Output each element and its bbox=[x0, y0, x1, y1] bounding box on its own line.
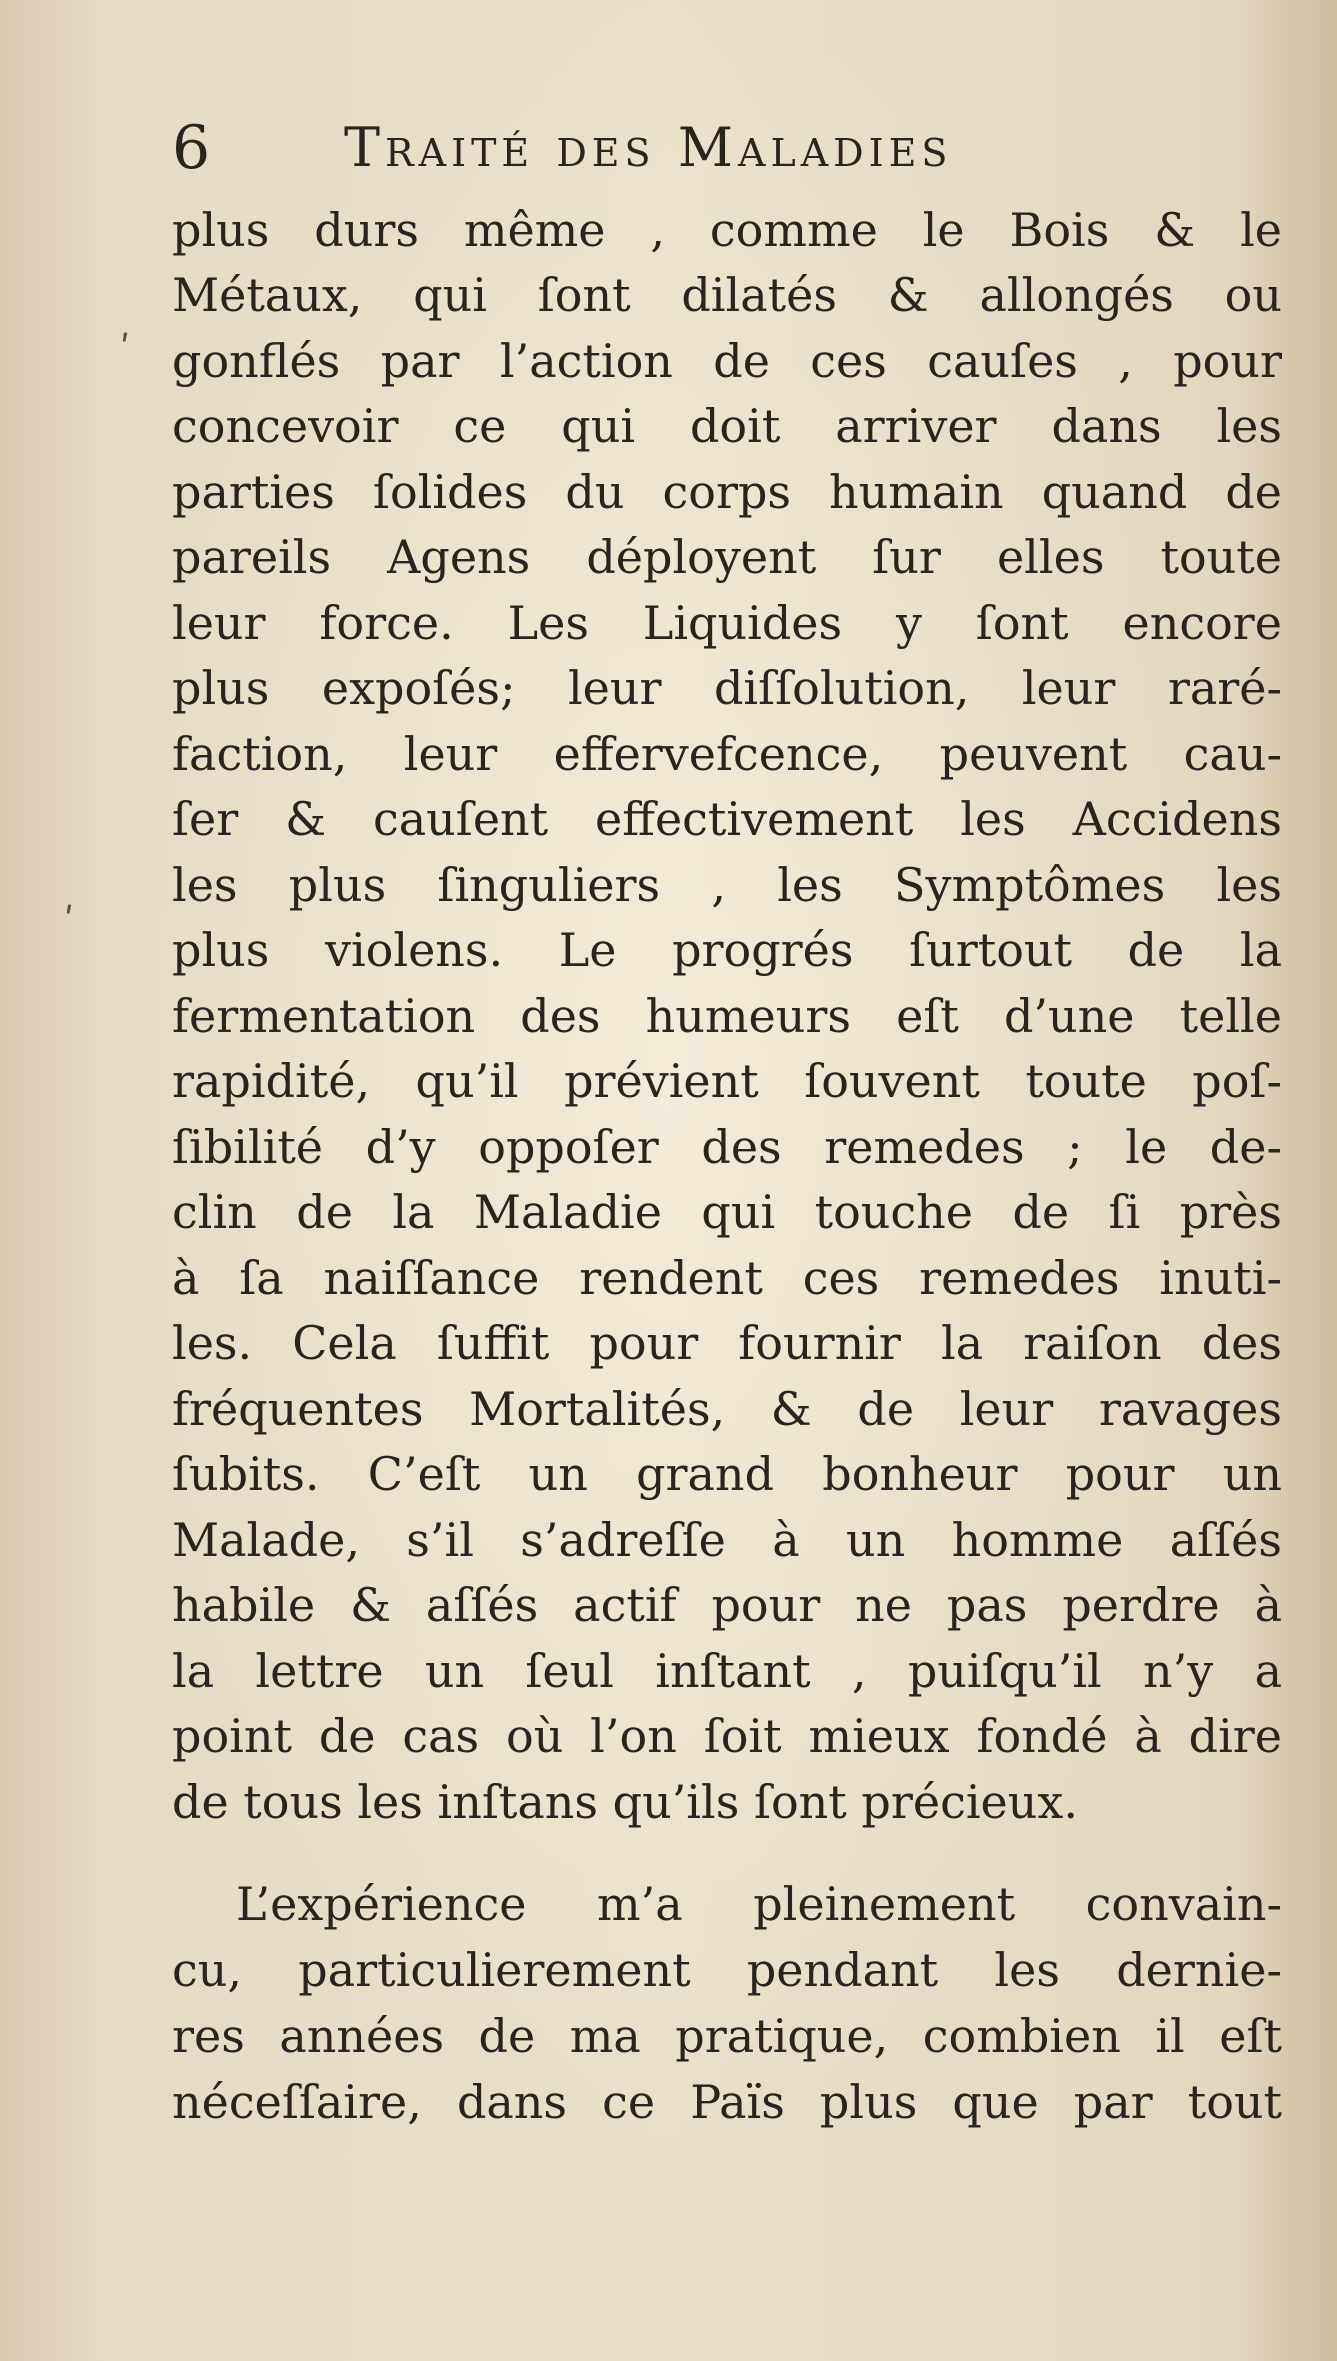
text-line: néceſſaire, dans ce Païs plus que par tout bbox=[172, 2075, 1282, 2129]
text-line: les plus ſinguliers , les Symptômes les bbox=[172, 858, 1282, 912]
text-line: clin de la Maladie qui touche de ſi près bbox=[172, 1185, 1282, 1239]
text-line: à ſa naiſſance rendent ces remedes inuti- bbox=[172, 1251, 1282, 1305]
text-line: ſibilité d’y oppoſer des remedes ; le de- bbox=[172, 1120, 1282, 1174]
text-line: faction, leur effervefcence, peuvent cau- bbox=[172, 727, 1282, 781]
text-line: parties ſolides du corps humain quand de bbox=[172, 465, 1282, 519]
text-line: point de cas où l’on ſoit mieux fondé à dire bbox=[172, 1709, 1282, 1763]
text-line: rapidité, qu’il prévient ſouvent toute poſ- bbox=[172, 1054, 1282, 1108]
text-line: L’expérience m’a pleinement convain- bbox=[236, 1877, 1282, 1931]
page-header bbox=[172, 108, 1172, 188]
text-line: Malade, s’il s’adreſſe à un homme aſſés bbox=[172, 1513, 1282, 1567]
page-number: 6 bbox=[172, 113, 211, 183]
text-line: habile & aſſés actif pour ne pas perdre à bbox=[172, 1578, 1282, 1632]
text-line: plus expoſés; leur diſſolution, leur raré- bbox=[172, 661, 1282, 715]
text-line: leur force. Les Liquides y ſont encore bbox=[172, 596, 1282, 650]
text-line: fréquentes Mortalités, & de leur ravages bbox=[172, 1382, 1282, 1436]
text-line: plus durs même , comme le Bois & le bbox=[172, 203, 1282, 257]
text-line: ſer & cauſent effectivement les Accidens bbox=[172, 792, 1282, 846]
running-head: Traité des Maladies bbox=[344, 116, 953, 179]
text-line: les. Cela ſuffit pour fournir la raiſon des bbox=[172, 1316, 1282, 1370]
text-line: Métaux, qui ſont dilatés & allongés ou bbox=[172, 268, 1282, 322]
text-line: de tous les inſtans qu’ils ſont précieux. bbox=[172, 1775, 1078, 1829]
text-line: la lettre un ſeul inſtant , puiſqu’il n’y a bbox=[172, 1644, 1282, 1698]
text-line: cu, particulierement pendant les dernie- bbox=[172, 1943, 1282, 1997]
text-line: ſubits. C’eſt un grand bonheur pour un bbox=[172, 1447, 1282, 1501]
text-line: fermentation des humeurs eſt d’une telle bbox=[172, 989, 1282, 1043]
margin-mark: ʹ bbox=[120, 330, 131, 371]
text-line: res années de ma pratique, combien il eſt bbox=[172, 2009, 1282, 2063]
text-line: pareils Agens déployent ſur elles toute bbox=[172, 530, 1282, 584]
margin-mark: ʹ bbox=[64, 902, 75, 943]
text-line: gonflés par l’action de ces cauſes , pour bbox=[172, 334, 1282, 388]
text-line: plus violens. Le progrés ſurtout de la bbox=[172, 923, 1282, 977]
text-line: concevoir ce qui doit arriver dans les bbox=[172, 399, 1282, 453]
